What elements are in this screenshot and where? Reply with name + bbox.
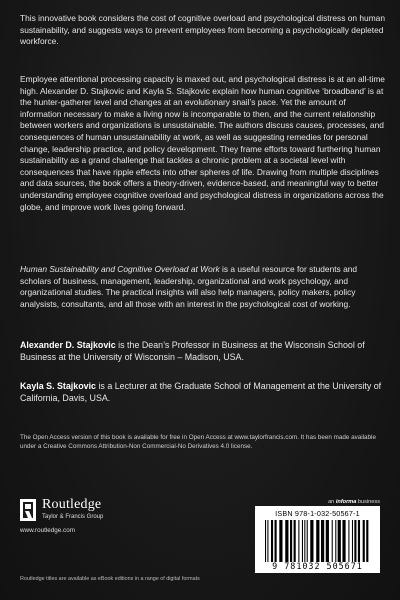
author-bio-1-text [20,339,386,363]
barcode-bar [279,520,282,562]
barcode-bar [326,520,329,562]
barcode-bar [342,520,345,562]
barcode-bar [298,520,299,562]
barcode-bar [321,520,324,562]
barcode-bar [290,520,292,562]
blurb-text-1: This innovative book considers the cost of cognitive overload and psychological distress on human sustainability, and suggests ways to prevent employees from becoming a psychologically depleted workforce. [20,13,385,47]
barcode-bar [310,520,313,562]
barcode-bars [265,520,371,562]
isbn-barcode [255,506,380,573]
author-bio-2-rest: is a Lecturer at the Graduate School of Management at the University of California, Davis, USA. [20,381,382,404]
blurb-text-3-rest: is a useful resource for students and scholars of business, management, leadership, organizational and work psychology, and organizational studies. The practical insights will also help managers, policy makers, policy analysists, consultants, and all those with an interest in the psychological cost of working. [20,264,358,309]
barcode-bar [271,520,273,562]
blurb-paragraph-1 [20,13,386,48]
publisher-block [20,497,180,547]
barcode-bar [302,520,303,562]
barcode-bar [338,520,341,562]
publisher-group: Taylor & Francis Group [42,514,104,520]
barcode-bar [352,520,353,562]
informa-suffix: business [356,499,380,505]
barcode-bar [358,520,360,562]
publisher-url[interactable]: www.routledge.com [20,527,75,534]
barcode-digits: 9 781032 505671 [272,561,363,571]
barcode-bar [335,520,336,562]
book-title-italic: Human Sustainability and Cognitive Overload at Work [20,264,220,274]
informa-prefix: an [328,499,336,505]
barcode-bar [267,520,268,562]
barcode-bar [285,520,288,562]
author-bio-2 [20,380,386,404]
barcode-bar [332,520,333,562]
isbn-label: ISBN 978-1-032-50567-1 [275,509,360,518]
barcode-bar [275,520,277,562]
barcode-bar [304,520,305,562]
barcode-bar [294,520,296,562]
author-name-2: Kayla S. Stajkovic [20,381,96,391]
open-access-note [20,434,386,451]
author-name-1: Alexander D. Stajkovic [20,340,116,350]
publisher-name: Routledge [42,497,102,512]
barcode-bar [348,520,349,562]
ebook-note: Routledge titles are available as eBook editions in a range of digital formats [20,576,200,582]
author-bio-1 [20,339,386,363]
informa-brand: informa [335,499,357,505]
informa-tag [328,499,380,505]
open-access-text: The Open Access version of this book is available for free in Open Access at www.taylorfrancis.com. It has been made available under a Creative Commons Attribution-Non Commercial-No Derivatives 4.0 license. [20,434,376,450]
routledge-logo-icon [20,499,36,521]
blurb-text-2: Employee attentional processing capacity is maxed out, and psychological distress is at an all-time high. Alexander D. Stajkovic and Kayla S. Stajkovic explain how human cognitive ‘broadband’ is at the hunter-gatherer level and changes at an evolutionary snail’s pace. Yet the amount of information necessary to make a living now is incomparable to then, and the current relationship between workers and organizations is unsustainable. The authors discuss causes, processes, and consequences of human unsustainability at work, as well as suggesting remedies for personal change, leadership practice, and policy development. They frame efforts toward furthering human sustainability as a grand challenge that tackles a chronic problem at a societal level with consequences that have ripple effects into other spheres of life. Drawing from multiple disciplines and data sources, the book offers a theory-driven, evidence-based, and meaningful way to better understanding employee cognitive overload and psychological distress in organizations across the globe, and improve work lives going forward. [20,74,385,212]
barcode-bar [316,520,319,562]
blurb-text-3 [20,264,386,310]
blurb-paragraph-2 [20,74,386,213]
barcode-bar [363,520,365,562]
barcode-bar [354,520,356,562]
barcode-bar [265,520,266,562]
author-bio-1-rest: is the Dean’s Professor in Business at the Wisconsin School of Business at the University of Wisconsin – Madison, USA. [20,340,365,363]
blurb-paragraph-3 [20,264,386,310]
author-bio-2-text [20,380,386,404]
barcode-bar [307,520,308,562]
barcode-bar [366,520,368,562]
